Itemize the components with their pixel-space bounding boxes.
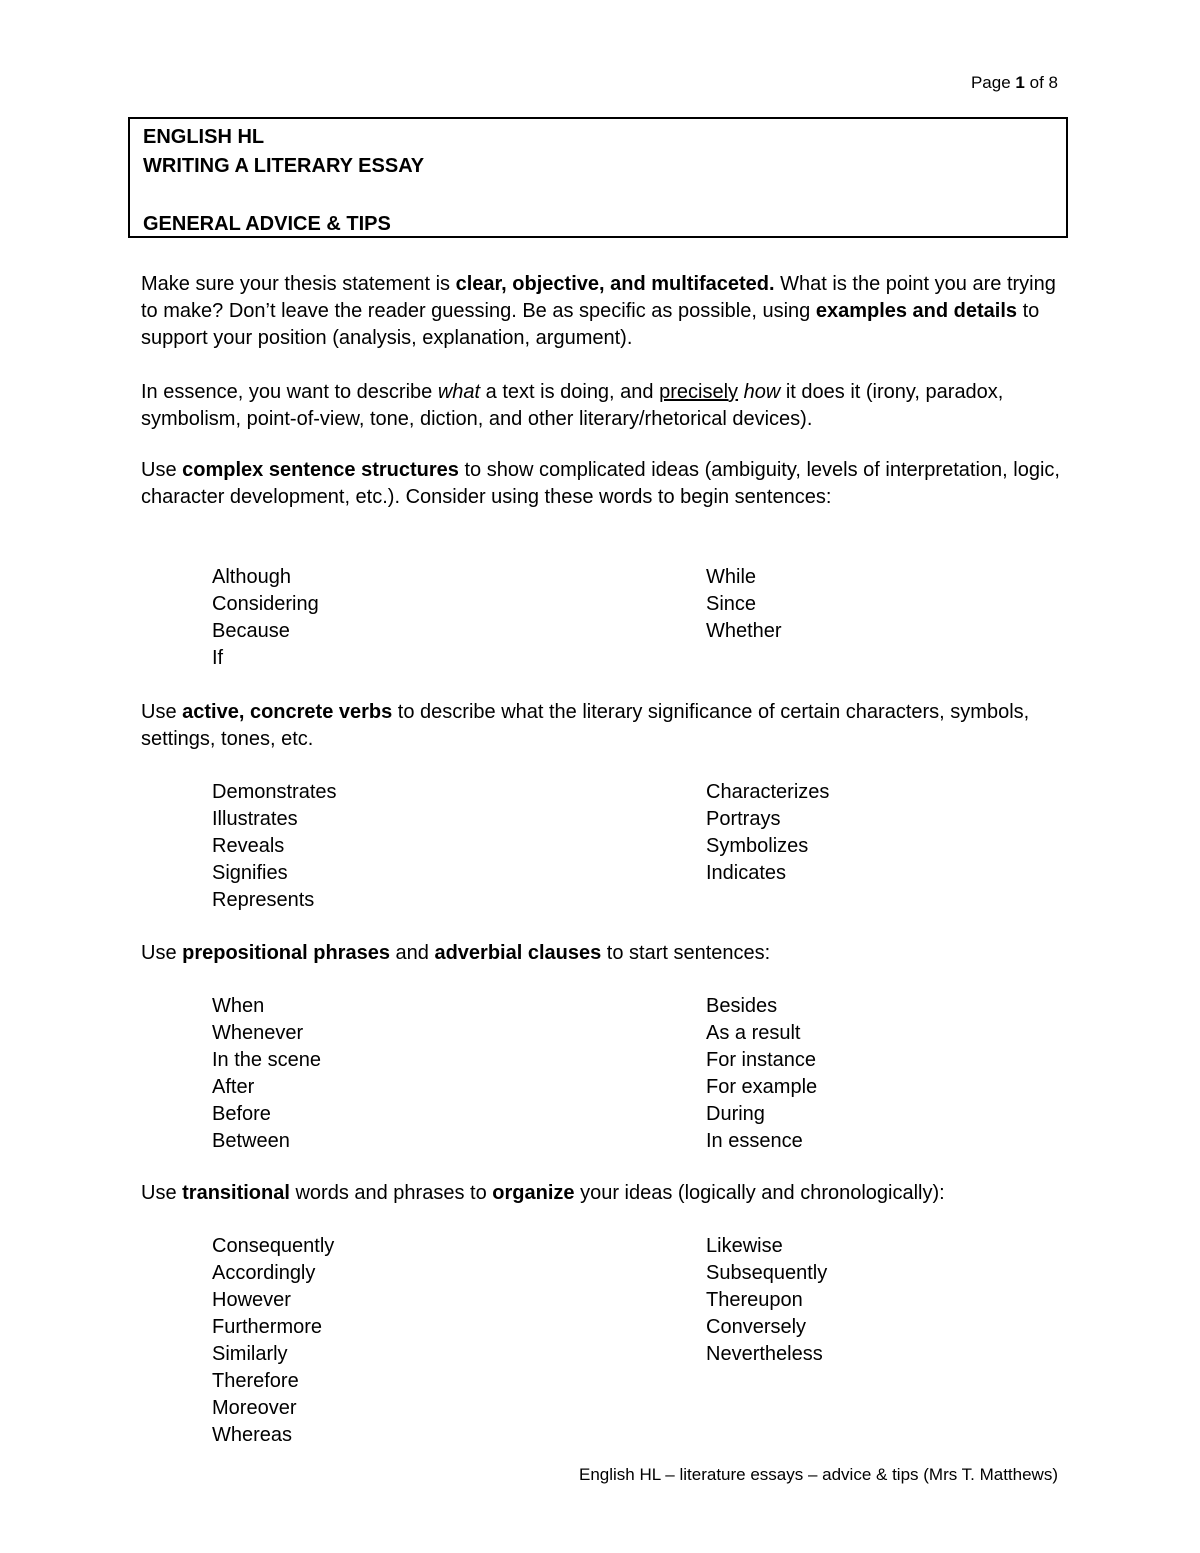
title-line-3: GENERAL ADVICE & TIPS (143, 213, 391, 235)
para6-text-1: Use (141, 1182, 183, 1204)
list-item: Whereas (212, 1424, 293, 1446)
para1-text-2: What is the point you are trying to make? Don’t leave the reader guessing. Be as specific as possible, using (141, 273, 1056, 322)
word-list-right (706, 779, 829, 887)
word-list-left (212, 993, 321, 1155)
list-item: Since (706, 593, 757, 615)
list-item: Subsequently (706, 1262, 828, 1284)
list-item: During (706, 1103, 765, 1125)
list-item: Before (212, 1103, 271, 1125)
list-item: Illustrates (212, 808, 298, 830)
list-item: Consequently (212, 1235, 335, 1257)
paragraph-thesis (141, 271, 1061, 352)
list-item: Conversely (706, 1316, 807, 1338)
para3-bold-1: complex sentence structures (182, 459, 459, 481)
para5-text-1: Use (141, 942, 183, 964)
list-item: After (212, 1076, 255, 1098)
list-item: Likewise (706, 1235, 783, 1257)
list-item: Besides (706, 995, 778, 1017)
para2-italic-how: how (743, 381, 781, 403)
para4-bold-1: active, concrete verbs (182, 701, 393, 723)
list-item: As a result (706, 1022, 801, 1044)
list-item: Symbolizes (706, 835, 809, 857)
list-item: Whether (706, 620, 782, 642)
list-item: Portrays (706, 808, 781, 830)
page-footer: English HL – literature essays – advice & tips (Mrs T. Matthews) (578, 1465, 1058, 1484)
para6-bold-2: organize (492, 1182, 575, 1204)
para3-text-2: to show complicated ideas (ambiguity, levels of interpretation, logic, character development, etc.). Consider using these words to begin sentences: (141, 459, 1060, 508)
list-item: Indicates (706, 862, 787, 884)
para5-text-3: to start sentences: (601, 942, 771, 964)
para5-bold-2: adverbial clauses (434, 942, 602, 964)
list-item: Similarly (212, 1343, 288, 1365)
word-list-right (706, 993, 817, 1155)
page-of: of (1029, 73, 1044, 92)
list-item: Between (212, 1130, 290, 1152)
list-item: For example (706, 1076, 818, 1098)
list-item: Furthermore (212, 1316, 323, 1338)
list-item: While (706, 566, 757, 588)
word-list-left (212, 564, 319, 672)
para5-bold-1: prepositional phrases (182, 942, 390, 964)
list-item: Signifies (212, 862, 288, 884)
list-item: When (212, 995, 265, 1017)
word-list-right (706, 1233, 827, 1368)
title-box (128, 117, 1068, 238)
para6-text-3: your ideas (logically and chronologically): (574, 1182, 945, 1204)
para1-text-3: to support your position (analysis, explanation, argument). (141, 300, 1040, 349)
para1-bold-2: examples and details (815, 300, 1018, 322)
title-line-1: ENGLISH HL (143, 126, 265, 148)
list-item: Thereupon (706, 1289, 803, 1311)
list-item: Because (212, 620, 290, 642)
para5-text-2: and (389, 942, 435, 964)
list-item: Although (212, 566, 291, 588)
list-item: Demonstrates (212, 781, 337, 803)
para4-text-2: to describe what the literary significance of certain characters, symbols, settings, tones, etc. (141, 701, 1030, 750)
list-item: Characterizes (706, 781, 830, 803)
paragraph-prepositional (141, 940, 1061, 967)
para2-underline-precisely: precisely (659, 381, 739, 403)
word-list-right (706, 564, 782, 645)
list-item: If (212, 647, 224, 669)
para6-text-2: words and phrases to (289, 1182, 493, 1204)
list-item: Nevertheless (706, 1343, 823, 1365)
list-item: Accordingly (212, 1262, 316, 1284)
para1-text-1: Make sure your thesis statement is (141, 273, 456, 295)
list-item: However (212, 1289, 291, 1311)
page-label: Page (970, 73, 1011, 92)
paragraph-transitional (141, 1180, 1061, 1207)
para3-text-1: Use (141, 459, 183, 481)
para2-text-2: a text is doing, and (480, 381, 660, 403)
list-item: Reveals (212, 835, 285, 857)
para2-italic-what: what (437, 381, 481, 403)
paragraph-complex-sentences (141, 457, 1061, 511)
list-item: For instance (706, 1049, 817, 1071)
para6-bold-1: transitional (182, 1182, 290, 1204)
page-current: 1 (1015, 73, 1025, 92)
page-number (971, 72, 1058, 94)
list-item: In the scene (212, 1049, 321, 1071)
para2-text-4: it does it (irony, paradox, symbolism, point-of-view, tone, diction, and other literary/rhetorical devices). (141, 381, 1004, 430)
list-item: Moreover (212, 1397, 297, 1419)
para4-text-1: Use (141, 701, 183, 723)
paragraph-essence (141, 379, 1061, 433)
list-item: Therefore (212, 1370, 299, 1392)
para2-text-1: In essence, you want to describe (141, 381, 438, 403)
page-total: 8 (1048, 73, 1058, 92)
list-item: In essence (706, 1130, 803, 1152)
paragraph-active-verbs (141, 699, 1061, 753)
list-item: Whenever (212, 1022, 304, 1044)
list-item: Represents (212, 889, 315, 911)
word-list-left (212, 1233, 334, 1449)
para1-bold-1: clear, objective, and multifaceted. (455, 273, 775, 295)
list-item: Considering (212, 593, 319, 615)
title-line-2: WRITING A LITERARY ESSAY (143, 155, 425, 177)
word-list-left (212, 779, 337, 914)
